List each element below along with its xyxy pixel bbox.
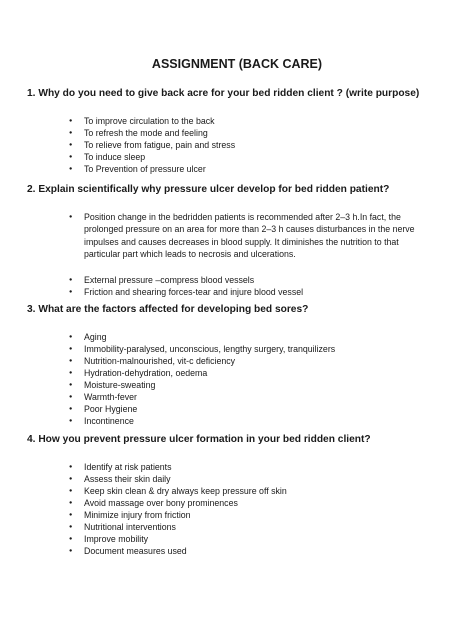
list-item: ● Incontinence — [27, 415, 452, 427]
list-item: ● Nutritional interventions — [27, 521, 452, 533]
paragraph-line: impulses and causes decreases in blood supply. It diminishes the nutrition to that — [84, 236, 399, 247]
list-item: ● To Prevention of pressure ulcer — [27, 163, 452, 175]
list-item: ● Friction and shearing forces-tear and injure blood vessel — [27, 286, 452, 298]
paragraph-line: Position change in the bedridden patients is recommended after 2–3 h.In fact, the — [84, 212, 401, 222]
list-item: ● Immobility-paralysed, unconscious, lengthy surgery, tranquilizers — [27, 343, 452, 355]
list-item: ● Moisture-sweating — [27, 379, 452, 391]
list-item: ● Identify at risk patients — [27, 461, 452, 473]
section-2 — [27, 184, 452, 298]
section-4 — [27, 434, 452, 557]
list-item: ● To improve circulation to the back — [27, 115, 452, 127]
list-item: ● Aging — [27, 331, 452, 343]
list-item: ● Improve mobility — [27, 533, 452, 545]
question-4: 4. How you prevent pressure ulcer formation in your bed ridden client? — [27, 434, 371, 445]
list-item: ● Avoid massage over bony prominences — [27, 497, 452, 509]
list-item-paragraph — [27, 211, 452, 261]
list-item: ● Minimize injury from friction — [27, 509, 452, 521]
paragraph-line: particular part which leads to necrosis and ulcerations. — [84, 249, 296, 260]
section-3 — [27, 304, 452, 427]
answer-list-3 — [27, 331, 452, 427]
list-item: ● Nutrition-malnourished, vit-c deficiency — [27, 355, 452, 367]
question-2: 2. Explain scientifically why pressure ulcer develop for bed ridden patient? — [27, 184, 390, 195]
answer-list-2b — [27, 274, 452, 298]
list-item: ● External pressure –compress blood vessels — [27, 274, 452, 286]
list-item: ● To induce sleep — [27, 151, 452, 163]
page-title: ASSIGNMENT (BACK CARE) — [151, 57, 323, 71]
question-3: 3. What are the factors affected for developing bed sores? — [27, 304, 309, 315]
answer-list-4 — [27, 461, 452, 557]
question-1: 1. Why do you need to give back acre for your bed ridden client ? (write purpose) — [27, 88, 420, 99]
answer-list-1 — [27, 115, 452, 175]
list-item: ● Poor Hygiene — [27, 403, 452, 415]
list-item: ● To relieve from fatigue, pain and stress — [27, 139, 452, 151]
list-item: ● Keep skin clean & dry always keep pressure off skin — [27, 485, 452, 497]
list-item: ● Document measures used — [27, 545, 452, 557]
list-item: ● Hydration-dehydration, oedema — [27, 367, 452, 379]
list-item: ● To refresh the mode and feeling — [27, 127, 452, 139]
paragraph-line: prolonged pressure on an area for more than 2–3 h causes disturbances in the nerve — [84, 224, 415, 235]
section-1 — [27, 88, 452, 175]
answer-list-2 — [27, 211, 452, 261]
list-item: ● Assess their skin daily — [27, 473, 452, 485]
list-item: ● Warmth-fever — [27, 391, 452, 403]
